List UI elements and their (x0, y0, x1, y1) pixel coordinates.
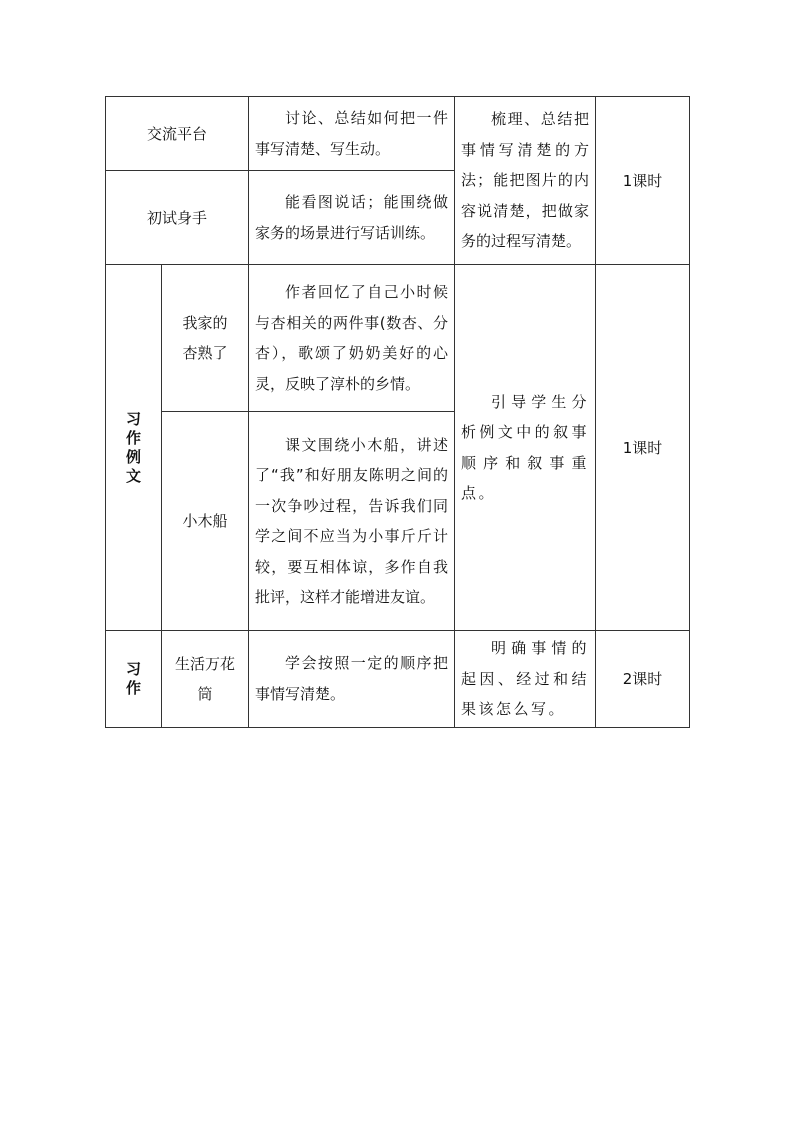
section-xiaomuchuan: 小木船 (162, 412, 249, 631)
content-xingzi: 作者回忆了自己小时候与杏相关的两件事(数杏、分杏），歌颂了奶奶美好的心灵，反映了淳朴的乡情。 (249, 265, 455, 412)
time-group2: 1课时 (596, 265, 690, 631)
content-xiaomuchuan: 课文围绕小木船，讲述了“我”和好朋友陈明之间的一次争吵过程，告诉我们同学之间不应当为小事斤斤计较，要互相体谅，多作自我批评，这样才能增进友谊。 (249, 412, 455, 631)
category-xizuo: 习 作 (106, 631, 162, 728)
content-chushi: 能看图说话；能围绕做家务的场景进行写话训练。 (249, 171, 455, 265)
goal-group2: 引导学生分析例文中的叙事顺序和叙事重点。 (455, 265, 596, 631)
content-shenghuo: 学会按照一定的顺序把事情写清楚。 (249, 631, 455, 728)
category-xizuo-liwen: 习 作 例 文 (106, 265, 162, 631)
section-shenghuo: 生活万花筒 (162, 631, 249, 728)
goal-shenghuo: 明确事情的起因、经过和结果该怎么写。 (455, 631, 596, 728)
goal-group1: 梳理、总结把事情写清楚的方法；能把图片的内容说清楚，把做家务的过程写清楚。 (455, 97, 596, 265)
time-shenghuo: 2课时 (596, 631, 690, 728)
section-chushi: 初试身手 (106, 171, 249, 265)
table-row (106, 97, 690, 171)
table-row (106, 631, 690, 728)
section-xingzi: 我家的杏熟了 (162, 265, 249, 412)
time-group1: 1课时 (596, 97, 690, 265)
content-jiaoliu: 讨论、总结如何把一件事写清楚、写生动。 (249, 97, 455, 171)
lesson-plan-table (105, 96, 690, 728)
section-jiaoliu: 交流平台 (106, 97, 249, 171)
table-row (106, 265, 690, 412)
